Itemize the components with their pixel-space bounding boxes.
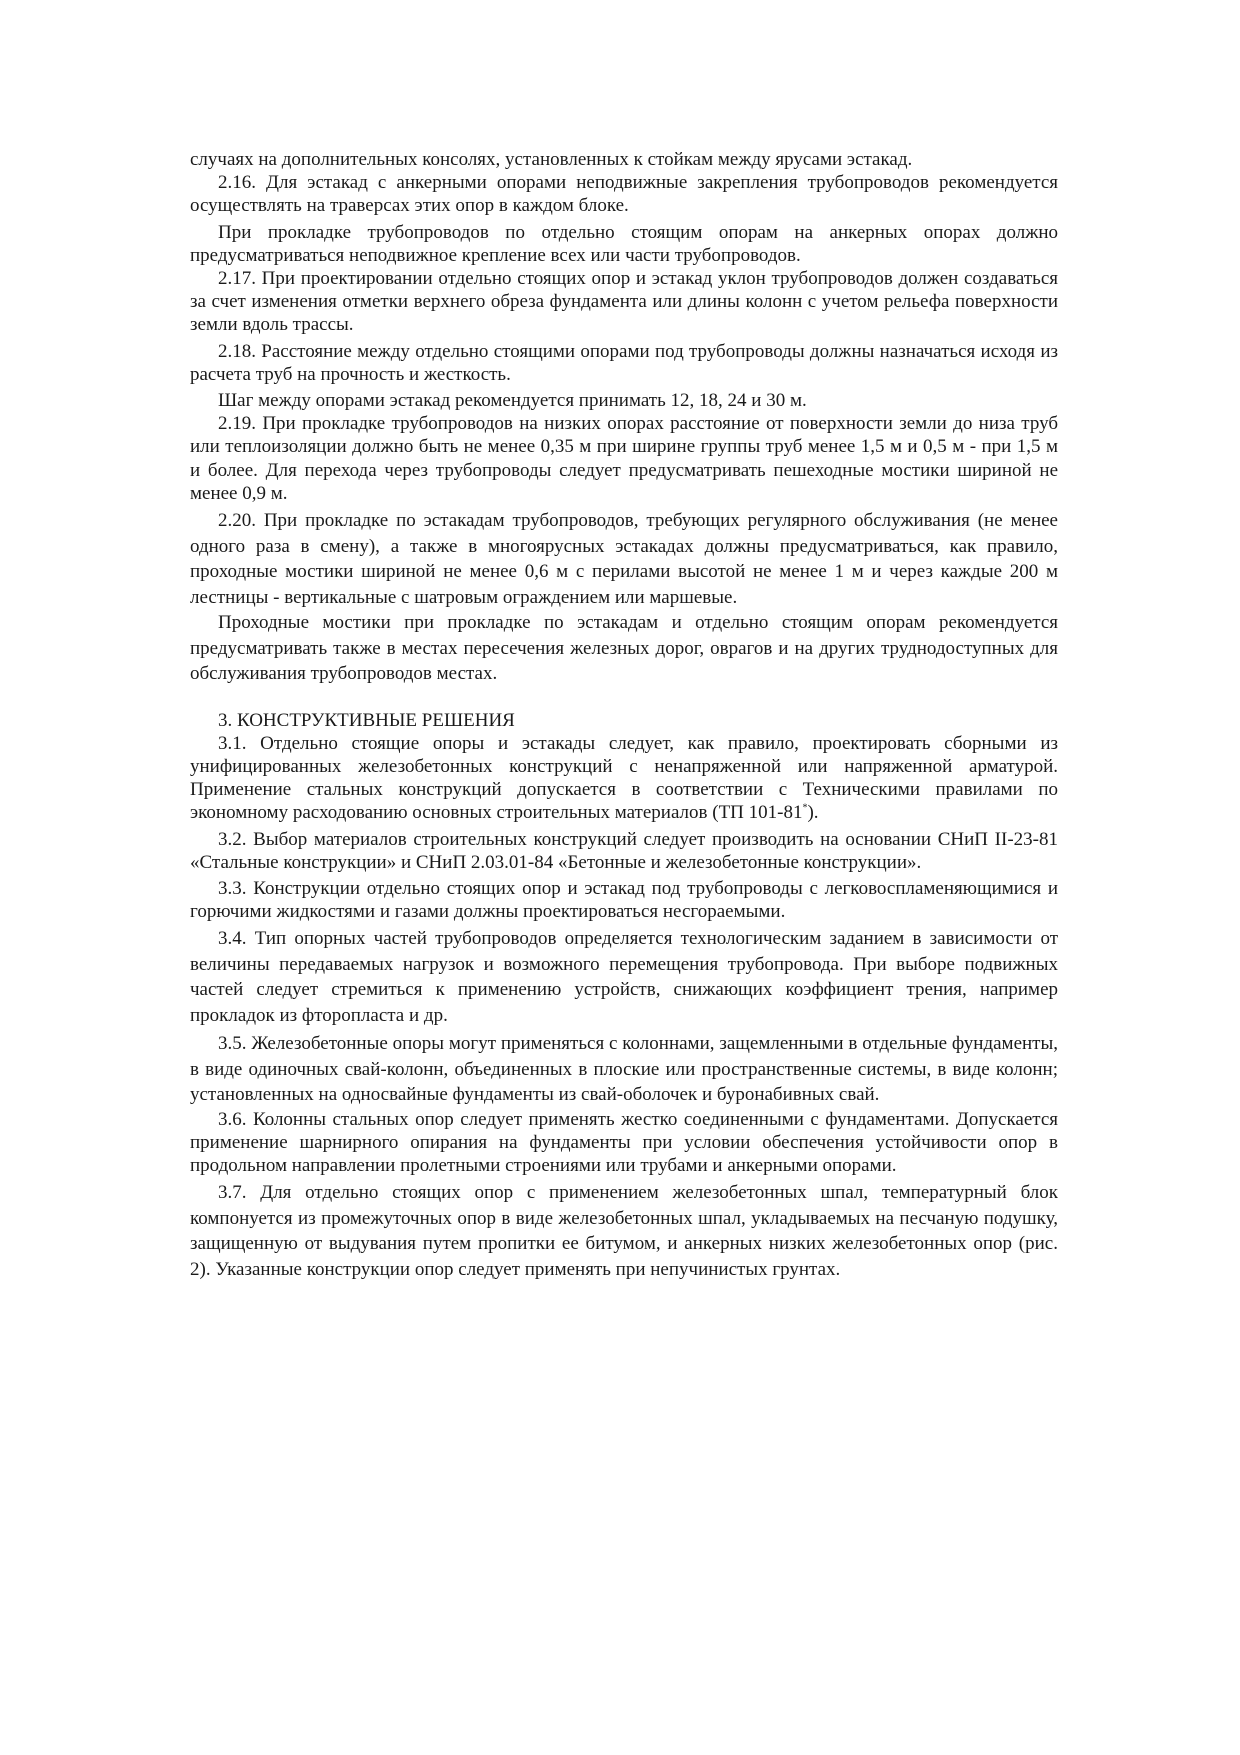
paragraph-3-7: 3.7. Для отдельно стоящих опор с применением железобетонных шпал, температурный блок компонуется из промежуточных опор в виде железобетонных шпал, укладываемых на песчаную подушку, защищенную от выдувания путем пропитки ее битумом, и анкерных низких железобетонных опор (рис. 2). Указанные конструкции опор следует применять при непучинистых грунтах. xyxy=(190,1182,1058,1280)
paragraph-3-6: 3.6. Колонны стальных опор следует применять жестко соединенными с фундаментами. Допускается применение шарнирного опирания на фундаменты при условии обеспечения устойчивости опор в продольном направлении пролетными строениями или трубами и анкерными опорами. xyxy=(190,1108,1058,1177)
paragraph-2-16: 2.16. Для эстакад с анкерными опорами неподвижные закрепления трубопроводов рекомендуется осуществлять на траверсах этих опор в каждом блоке. xyxy=(190,172,1058,217)
paragraph-2-19: 2.19. При прокладке трубопроводов на низких опорах расстояние от поверхности земли до низа труб или теплоизоляции должно быть не менее 0,35 м при ширине группы труб менее 1,5 м и 0,5 м - при 1,5 м и более. Для перехода через трубопроводы следует предусматривать пешеходные мостики шириной не менее 0,9 м. xyxy=(190,413,1058,504)
footnote-mark: * xyxy=(802,803,808,815)
paragraph-3-5: 3.5. Железобетонные опоры могут применяться с колоннами, защемленными в отдельные фундаменты, в виде одиночных свай-колонн, объединенных в плоские или пространственные системы, в виде колонн; установленных на односвайные фундаменты из свай-оболочек и буронабивных свай. xyxy=(190,1033,1058,1106)
paragraph-3-1 xyxy=(190,732,1058,825)
paragraph-3-3: 3.3. Конструкции отдельно стоящих опор и эстакад под трубопроводы с легковоспламеняющимися и горючими жидкостями и газами должны проектироваться несгораемыми. xyxy=(190,877,1058,923)
paragraph-step: Шаг между опорами эстакад рекомендуется принимать 12, 18, 24 и 30 м. xyxy=(218,390,807,412)
paragraph-anchor-supports: При прокладке трубопроводов по отдельно стоящим опорам на анкерных опорах должно предусматриваться неподвижное крепление всех или части трубопроводов. xyxy=(190,221,1058,266)
paragraph-2-17: 2.17. При проектировании отдельно стоящих опор и эстакад уклон трубопроводов должен создаваться за счет изменения отметки верхнего обреза фундамента или длины колонн с учетом рельефа поверхности земли вдоль трассы. xyxy=(190,268,1058,336)
document-page xyxy=(190,148,1058,1282)
paragraph-3-1-text: 3.1. Отдельно стоящие опоры и эстакады следует, как правило, проектировать сборными из унифицированных железобетонных конструкций с ненапряженной или напряженной арматурой. Применение стальных конструкций допускается в соответствии с Техническими правилами по экономному расходованию основных строительных материалов (ТП 101-81 xyxy=(190,732,1058,824)
paragraph-walkways: Проходные мостики при прокладке по эстакадам и отдельно стоящим опорам рекомендуется предусматривать также в местах пересечения железных дорог, оврагов и на других труднодоступных для обслуживания трубопроводов местах. xyxy=(190,612,1058,685)
paragraph-continuation: случаях на дополнительных консолях, установленных к стойкам между ярусами эстакад. xyxy=(190,149,913,170)
paragraph-2-18: 2.18. Расстояние между отдельно стоящими опорами под трубопроводы должны назначаться исходя из расчета труб на прочность и жесткость. xyxy=(190,340,1058,385)
paragraph-3-1-end: ). xyxy=(807,802,819,824)
paragraph-2-20: 2.20. При прокладке по эстакадам трубопроводов, требующих регулярного обслуживания (не менее одного раза в смену), а также в многоярусных эстакадах должны предусматриваться, как правило, проходные мостики шириной не менее 0,6 м с перилами высотой не менее 1 м и через каждые 200 м лестницы - вертикальные с шатровым ограждением или маршевые. xyxy=(190,510,1058,608)
paragraph-3-2: 3.2. Выбор материалов строительных конструкций следует производить на основании СНиП II-23-81 «Стальные конструкции» и СНиП 2.03.01-84 «Бетонные и железобетонные конструкции». xyxy=(190,828,1058,873)
section-heading: 3. КОНСТРУКТИВНЫЕ РЕШЕНИЯ xyxy=(218,709,515,731)
paragraph-3-4: 3.4. Тип опорных частей трубопроводов определяется технологическим заданием в зависимости от величины передаваемых нагрузок и возможного перемещения трубопровода. При выборе подвижных частей следует стремиться к применению устройств, снижающих коэффициент трения, например прокладок из фторопласта и др. xyxy=(190,928,1058,1026)
